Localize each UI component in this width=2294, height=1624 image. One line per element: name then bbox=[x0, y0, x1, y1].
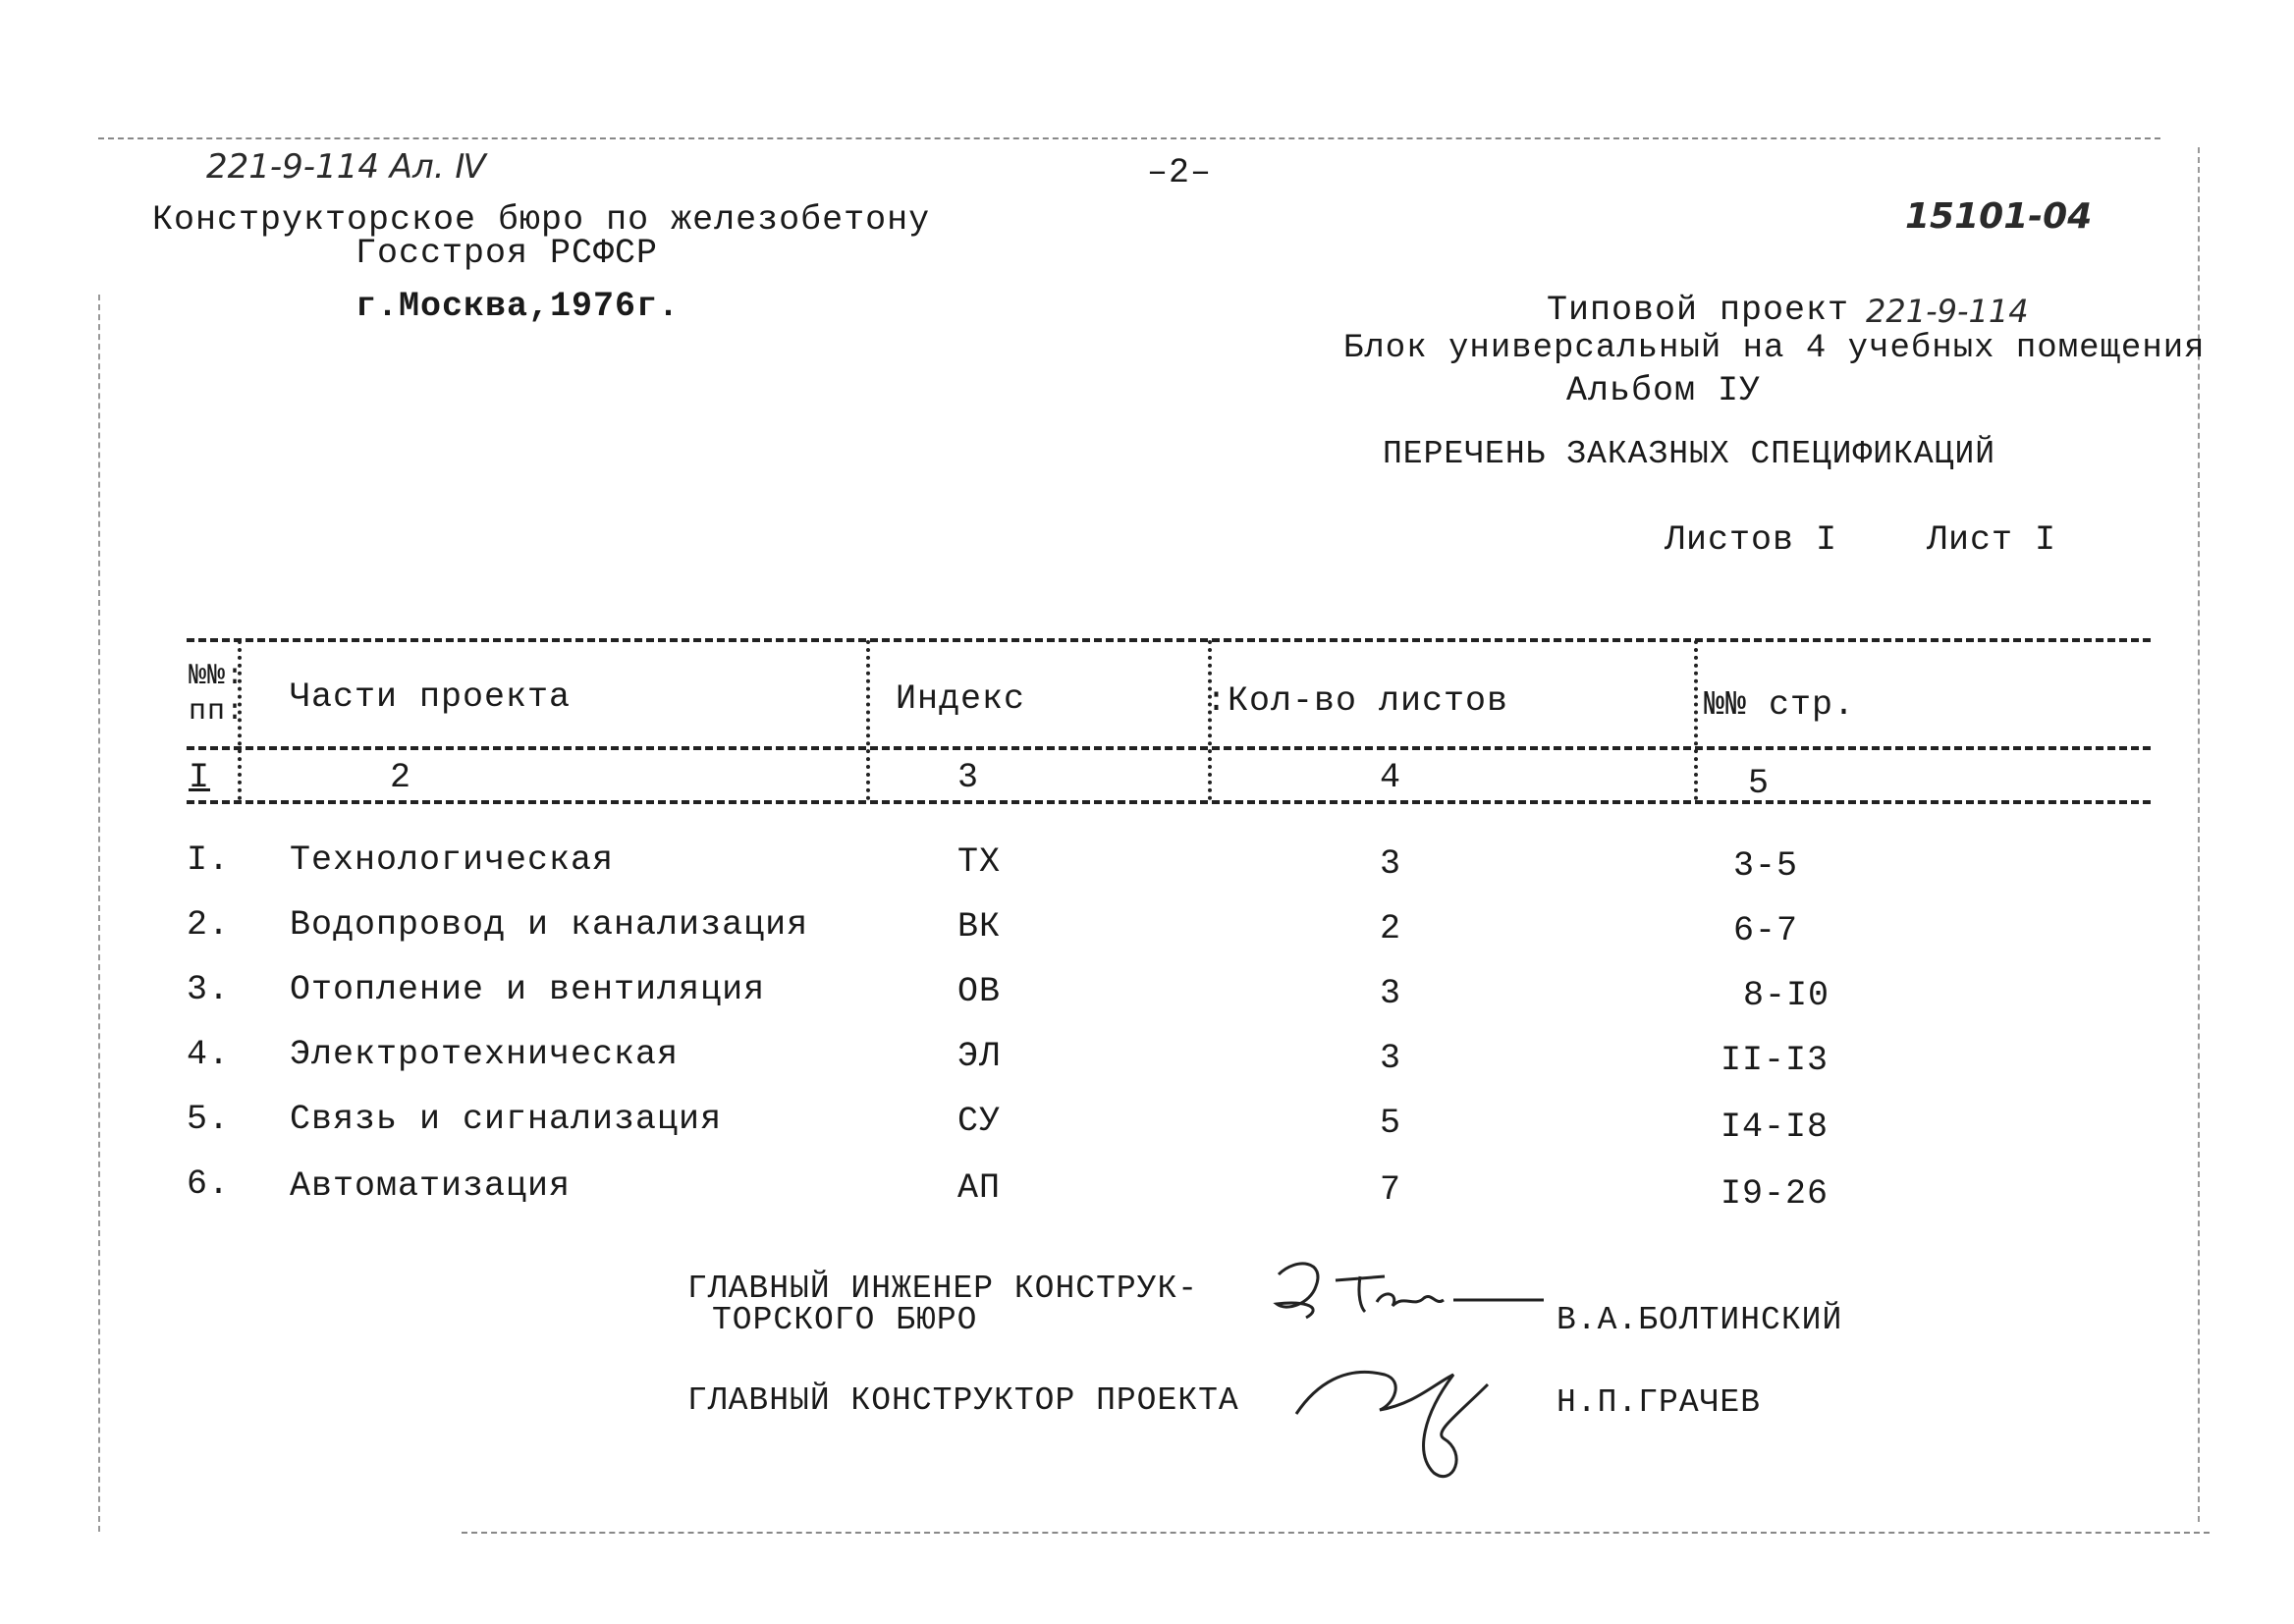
header-index: Индекс bbox=[896, 679, 1026, 719]
row-index: АП bbox=[957, 1168, 1002, 1208]
typical-project-number: 221-9-114 bbox=[1866, 293, 2029, 330]
archive-number: 15101-04 bbox=[1905, 196, 2093, 237]
row-pages: I4-I8 bbox=[1720, 1108, 1830, 1147]
bottom-edge-line bbox=[462, 1532, 2210, 1534]
table-top-line bbox=[187, 638, 2151, 642]
row-pages: II-I3 bbox=[1720, 1041, 1830, 1080]
row-no: 3. bbox=[187, 970, 231, 1009]
row-part: Электротехническая bbox=[290, 1035, 680, 1074]
header-count: :Кол-во листов bbox=[1206, 681, 1509, 721]
row-part: Технологическая bbox=[290, 840, 615, 880]
col-number-2: 2 bbox=[390, 758, 412, 797]
table-numbering-line bbox=[187, 800, 2151, 804]
col-number-5: 5 bbox=[1748, 764, 1771, 803]
row-count: 2 bbox=[1380, 909, 1402, 948]
row-index: ЭЛ bbox=[957, 1037, 1002, 1076]
org-line-1: Конструкторское бюро по железобетону bbox=[152, 200, 931, 240]
row-part: Автоматизация bbox=[290, 1166, 572, 1206]
row-pages: I9-26 bbox=[1720, 1174, 1830, 1214]
row-pages: 8-I0 bbox=[1743, 976, 1830, 1015]
document-title: ПЕРЕЧЕНЬ ЗАКАЗНЫХ СПЕЦИФИКАЦИЙ bbox=[1383, 436, 1996, 472]
row-no: 2. bbox=[187, 905, 231, 945]
left-edge-line bbox=[98, 295, 100, 1532]
row-count: 3 bbox=[1380, 974, 1402, 1013]
chief-designer-signature bbox=[1286, 1345, 1522, 1492]
top-edge-line bbox=[98, 137, 2160, 139]
album: Альбом IУ bbox=[1566, 371, 1762, 410]
table-header-line bbox=[187, 746, 2151, 750]
header-pages: №№ стр. bbox=[1704, 685, 1856, 725]
col-divider-2 bbox=[866, 640, 870, 800]
row-pages: 6-7 bbox=[1733, 911, 1799, 950]
row-count: 7 bbox=[1380, 1170, 1402, 1210]
page-marker: –2– bbox=[1147, 153, 1213, 192]
city-year: г.Москва,1976г. bbox=[355, 287, 681, 326]
row-count: 3 bbox=[1380, 1039, 1402, 1078]
block-title: Блок универсальный на 4 учебных помещения bbox=[1343, 330, 2206, 367]
chief-designer-title: ГЛАВНЫЙ КОНСТРУКТОР ПРОЕКТА bbox=[687, 1382, 1239, 1419]
row-count: 5 bbox=[1380, 1104, 1402, 1143]
row-count: 3 bbox=[1380, 844, 1402, 884]
row-part: Связь и сигнализация bbox=[290, 1100, 723, 1139]
row-no: 4. bbox=[187, 1035, 231, 1074]
col-number-4: 4 bbox=[1380, 758, 1402, 797]
row-index: ВК bbox=[957, 907, 1002, 947]
col-divider-4 bbox=[1694, 640, 1698, 800]
typical-project-label: Типовой проект bbox=[1547, 291, 1850, 330]
col-number-1: I bbox=[189, 758, 211, 797]
org-line-2: Госстроя РСФСР bbox=[355, 234, 659, 273]
chief-engineer-title-line1: ГЛАВНЫЙ ИНЖЕНЕР КОНСТРУК- bbox=[687, 1271, 1199, 1307]
row-index: СУ bbox=[957, 1102, 1002, 1141]
row-index: ОВ bbox=[957, 972, 1002, 1011]
sheets-total: Листов I bbox=[1665, 520, 1838, 560]
col-number-3: 3 bbox=[957, 758, 980, 797]
row-part: Водопровод и канализация bbox=[290, 905, 809, 945]
header-part: Части проекта bbox=[290, 677, 572, 717]
chief-designer-name: Н.П.ГРАЧЕВ bbox=[1557, 1384, 1762, 1421]
header-no-line1: №№: bbox=[189, 660, 246, 693]
row-no: 5. bbox=[187, 1100, 231, 1139]
row-index: ТХ bbox=[957, 842, 1002, 882]
chief-engineer-name: В.А.БОЛТИНСКИЙ bbox=[1557, 1302, 1843, 1338]
chief-engineer-signature bbox=[1267, 1247, 1561, 1335]
sheet-number: Лист I bbox=[1927, 520, 2057, 560]
row-no: I. bbox=[187, 840, 231, 880]
row-part: Отопление и вентиляция bbox=[290, 970, 766, 1009]
chief-engineer-title-line2: ТОРСКОГО БЮРО bbox=[712, 1302, 978, 1338]
row-no: 6. bbox=[187, 1164, 231, 1204]
handwritten-ref: 221-9-114 Ал. Ⅳ bbox=[206, 147, 486, 187]
row-pages: 3-5 bbox=[1733, 846, 1799, 886]
header-no-line2: пп: bbox=[189, 695, 246, 729]
